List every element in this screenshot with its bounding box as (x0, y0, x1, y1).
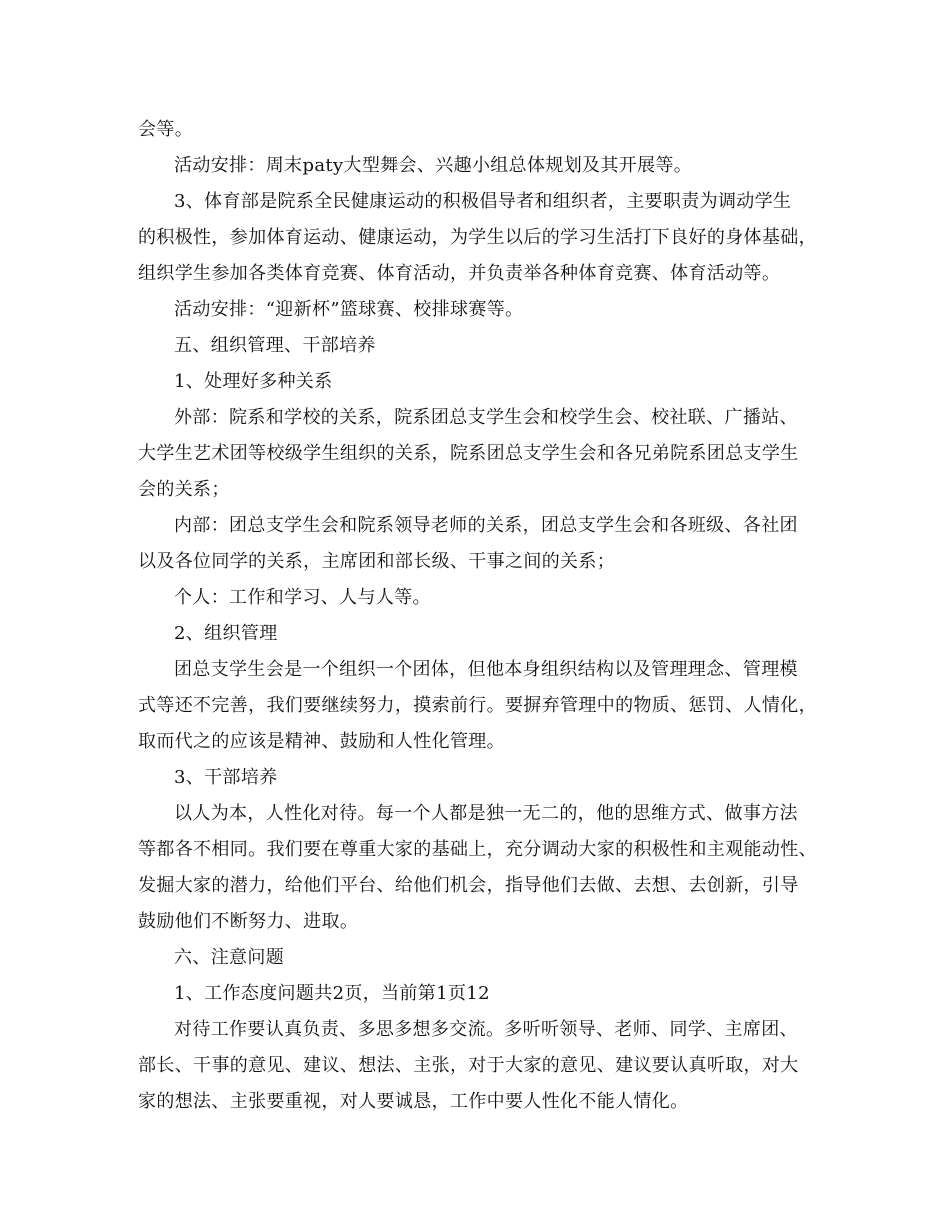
subsection-heading: 3、干部培养 (174, 767, 278, 788)
subsection-heading: 1、工作态度问题共2页，当前第1页12 (174, 983, 490, 1004)
paragraph-line: 发掘大家的潜力，给他们平台、给他们机会，指导他们去做、去想、去创新，引导 (138, 875, 799, 896)
section-heading: 五、组织管理、干部培养 (174, 335, 376, 356)
subsection-heading: 2、组织管理 (174, 623, 278, 644)
paragraph-line: 家的想法、主张要重视，对人要诚恳，工作中要人性化不能人情化。 (138, 1091, 689, 1112)
paragraph-line: 3、体育部是院系全民健康运动的积极倡导者和组织者，主要职责为调动学生 (174, 191, 792, 212)
paragraph-line: 个人：工作和学习、人与人等。 (174, 587, 431, 608)
paragraph-line: 式等还不完善，我们要继续努力，摸索前行。要摒弃管理中的物质、惩罚、人情化， (138, 695, 817, 716)
paragraph-line: 组织学生参加各类体育竞赛、体育活动，并负责举各种体育竞赛、体育活动等。 (138, 263, 781, 284)
paragraph-line: 鼓励他们不断努力、进取。 (138, 911, 359, 932)
paragraph-line: 外部：院系和学校的关系，院系团总支学生会和校学生会、校社联、广播站、 (174, 407, 798, 428)
section-heading: 六、注意问题 (174, 947, 285, 968)
paragraph-line: 会等。 (138, 119, 194, 140)
paragraph-line: 会的关系； (138, 479, 230, 500)
paragraph-line: 大学生艺术团等校级学生组织的关系，院系团总支学生会和各兄弟院系团总支学生 (138, 443, 799, 464)
paragraph-line: 部长、干事的意见、建议、想法、主张，对于大家的意见、建议要认真听取，对大 (138, 1055, 799, 1076)
paragraph-line: 活动安排：周末paty大型舞会、兴趣小组总体规划及其开展等。 (174, 155, 693, 176)
paragraph-line: 活动安排：“迎新杯”篮球赛、校排球赛等。 (174, 299, 524, 320)
paragraph-line: 以及各位同学的关系，主席团和部长级、干事之间的关系； (138, 551, 616, 572)
subsection-heading: 1、处理好多种关系 (174, 371, 333, 392)
paragraph-line: 内部：团总支学生会和院系领导老师的关系，团总支学生会和各班级、各社团 (174, 515, 798, 536)
paragraph-line: 的积极性，参加体育运动、健康运动，为学生以后的学习生活打下良好的身体基础， (138, 227, 817, 248)
paragraph-line: 以人为本，人性化对待。每一个人都是独一无二的，他的思维方式、做事方法 (174, 803, 798, 824)
paragraph-line: 等都各不相同。我们要在尊重大家的基础上，充分调动大家的积极性和主观能动性、 (138, 839, 817, 860)
paragraph-line: 取而代之的应该是精神、鼓励和人性化管理。 (138, 731, 505, 752)
paragraph-line: 团总支学生会是一个组织一个团体，但他本身组织结构以及管理理念、管理模 (174, 659, 798, 680)
paragraph-line: 对待工作要认真负责、多思多想多交流。多听听领导、老师、同学、主席团、 (174, 1019, 798, 1040)
